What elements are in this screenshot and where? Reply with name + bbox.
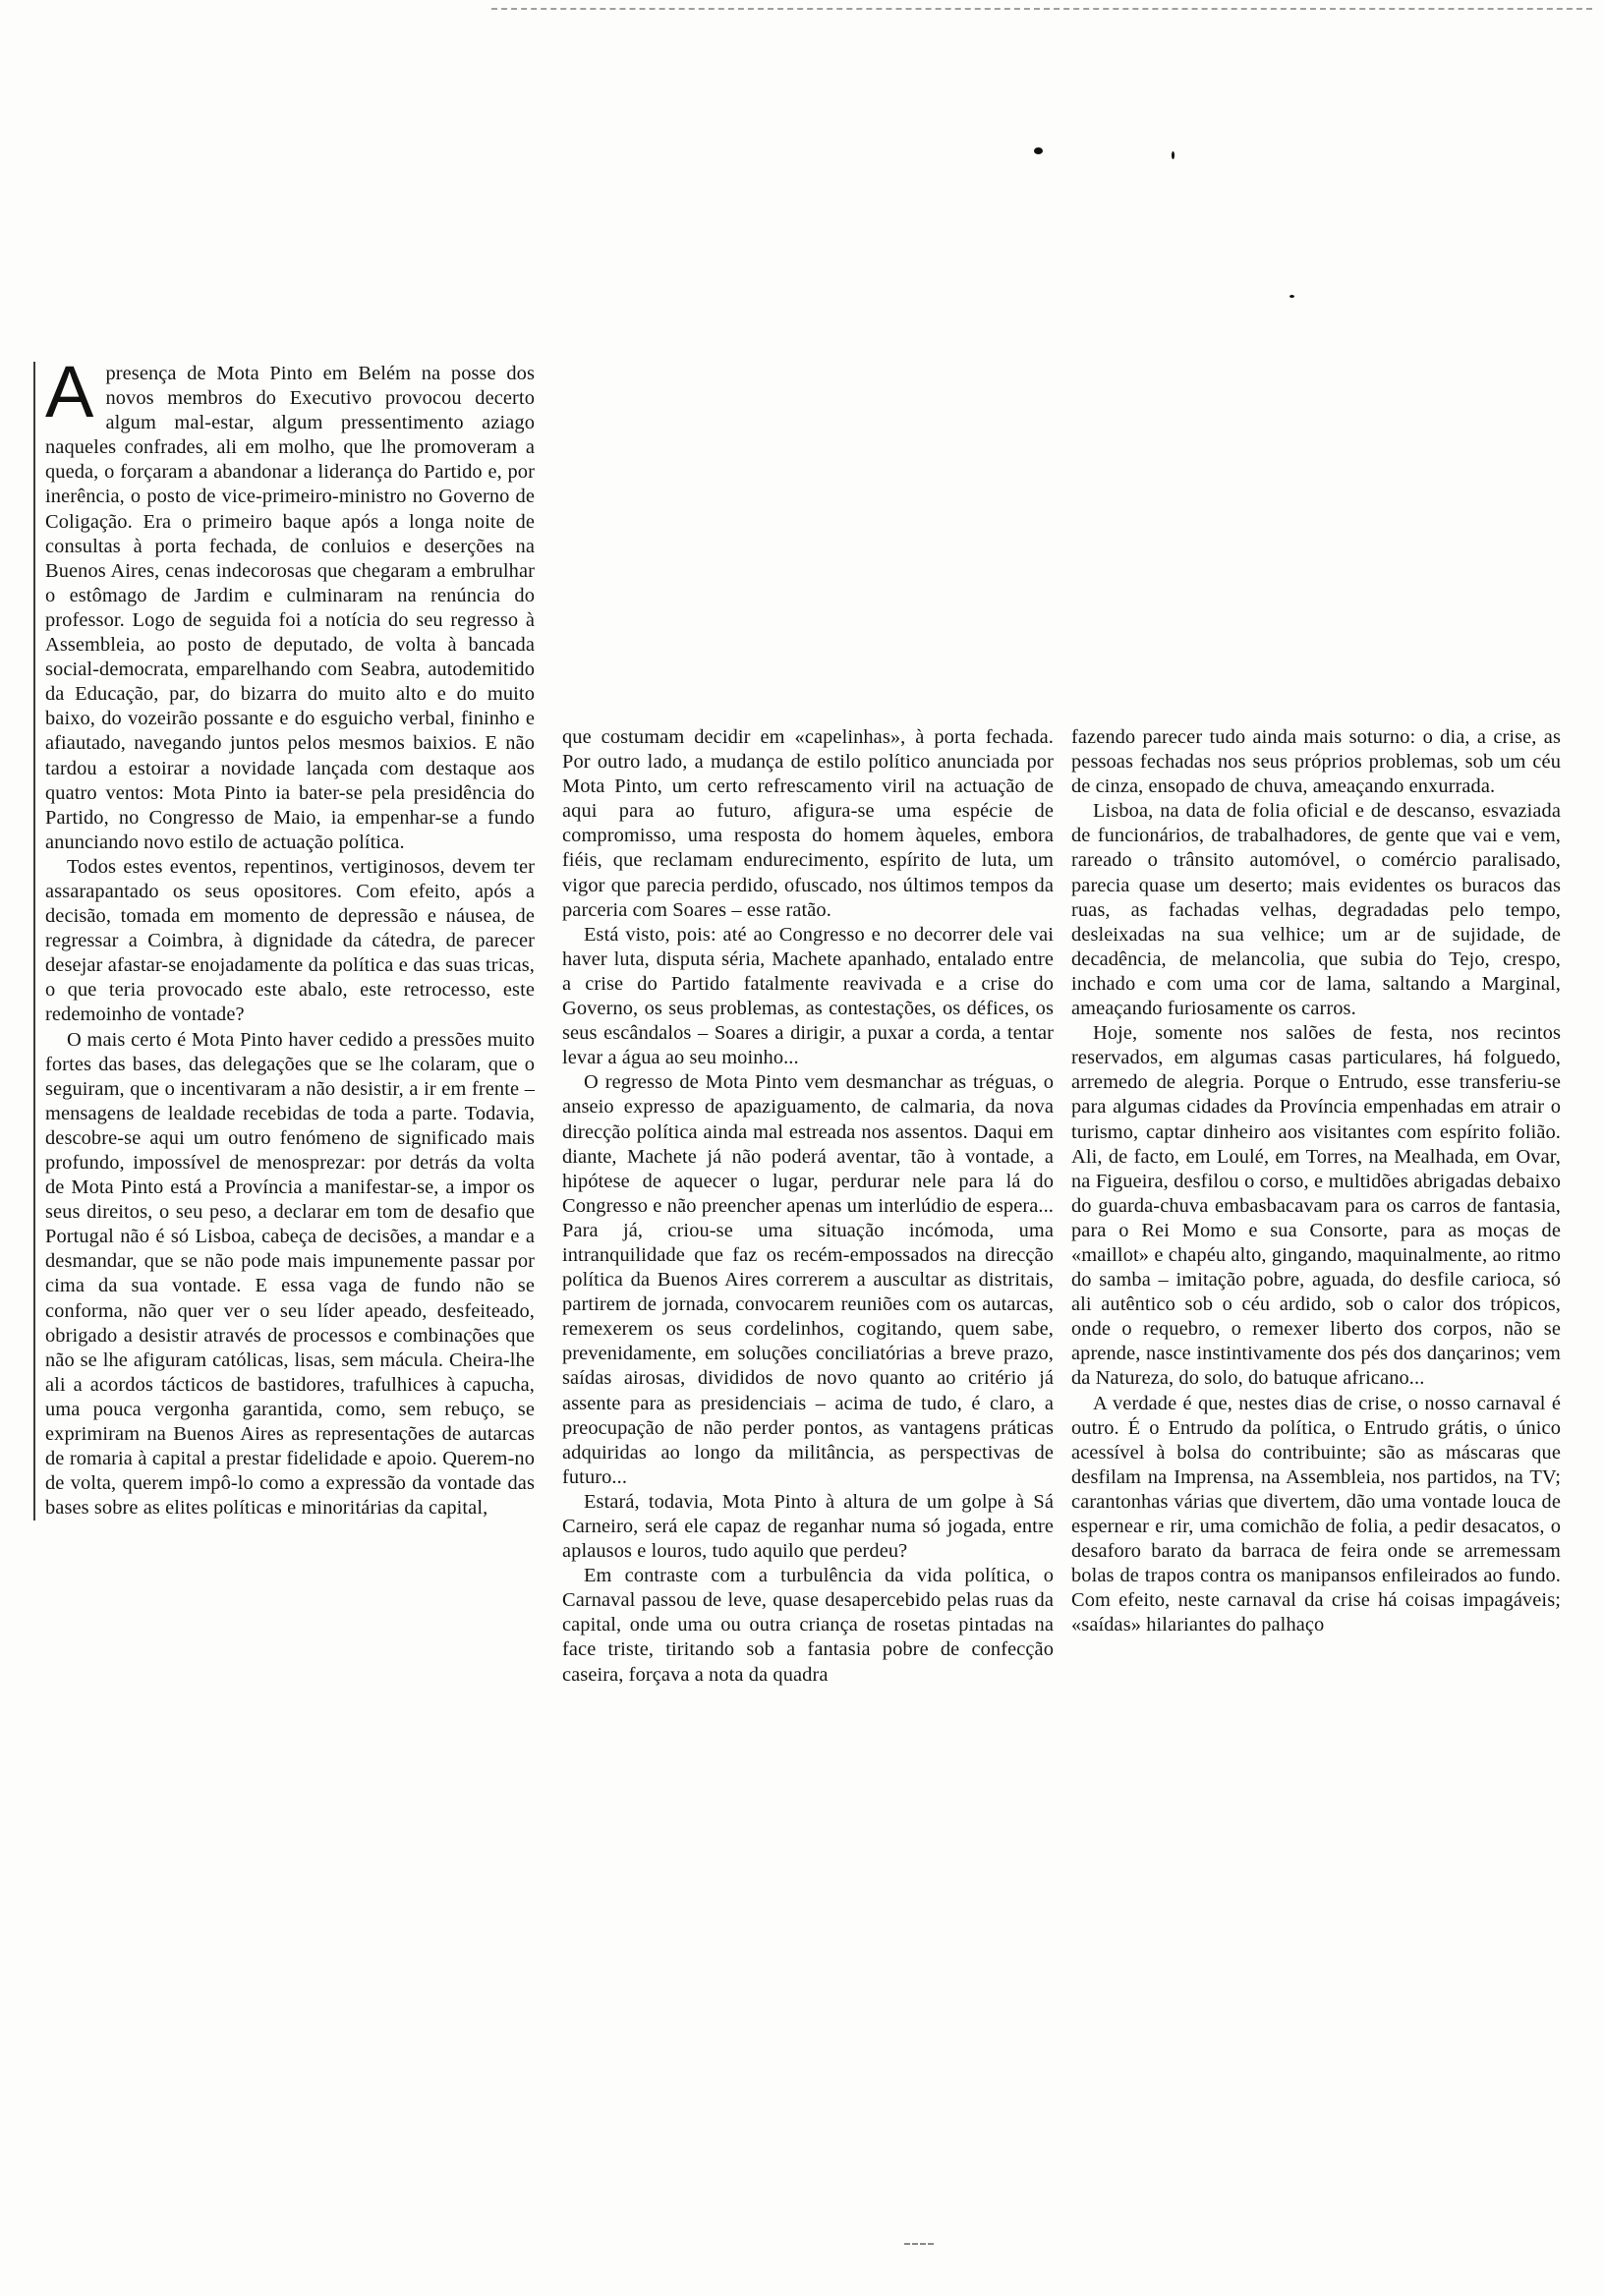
article-paragraph: Estará, todavia, Mota Pinto à altura de um golpe à Sá Carneiro, será ele capaz de reganhar numa só jogada, entre aplausos e louros, tudo aquilo que perdeu? <box>562 1490 1054 1563</box>
article-paragraph: Todos estes eventos, repentinos, vertiginosos, devem ter assarapantado os seus opositores. Com efeito, após a decisão, tomada em momento de depressão e náusea, de regressar a Coimbra, à dignidade da cátedra, de parecer desejar afastar-se enojadamente da política e das suas tricas, o que teria provocado este abalo, este retrocesso, este redemoinho de vontade? <box>45 855 535 1026</box>
article-column-2 <box>562 725 1054 1688</box>
scan-artifact-mark <box>904 2243 934 2245</box>
scan-speck <box>1289 295 1294 298</box>
article-column-1 <box>33 351 535 1521</box>
scan-artifact-line <box>491 8 1592 10</box>
article-paragraph <box>45 351 535 855</box>
article-paragraph: O mais certo é Mota Pinto haver cedido a pressões muito fortes das bases, das delegações que se lhe colaram, que o seguiram, que o incentivaram a não desistir, a ir em frente – mensagens de lealdade recebidas de toda a parte. Todavia, descobre-se aqui um outro fenómeno de significado mais profundo, impossível de menosprezar: por detrás da volta de Mota Pinto está a Província a manifestar-se, a impor os seus direitos, o seu peso, a declarar em tom de desafio que Portugal não é só Lisboa, cabeça de decisões, a mandar e a desmandar, que se não pode mais impunemente passar por cima da sua vontade. E essa vaga de fundo não se conforma, não quer ver o seu líder apeado, desfeiteado, obrigado a desistir através de processos e combinações que não se lhe afiguram católicas, lisas, sem mácula. Cheira-lhe ali a acordos tácticos de bastidores, trafulhices à capucha, uma pouca vergonha garantida, como, sem rebuço, se exprimiram na Buenos Aires as representações de autarcas de romaria à capital a prestar fidelidade e apoio. Querem-no de volta, querem impô-lo como a expressão da vontade das bases sobre as elites políticas e minoritárias da capital, <box>45 1028 535 1520</box>
paragraph-text: presença de Mota Pinto em Belém na posse dos novos membros do Executivo provocou decerto algum mal-estar, algum pressentimento aziago naqueles confrades, ali em molho, que lhe promoveram a queda, o forçaram a abandonar a liderança do Partido e, por inerência, o posto de vice-primeiro-ministro no Governo de Coligação. Era o primeiro baque após a longa noite de consultas à porta fechada, de conluios e deserções na Buenos Aires, cenas indecorosas que chegaram a embrulhar o estômago de Jardim e culminaram na renúncia do professor. Logo de seguida foi a notícia do seu regresso à Assembleia, ao posto de deputado, de volta à bancada social-democrata, emparelhando com Seabra, autodemitido da Educação, par, do bizarra do muito alto e do muito baixo, do vozeirão possante e do esguicho verbal, fininho e afiautado, navegando juntos pelos mesmos baixios. E não tardou a estoirar a novidade lançada com destaque aos quatro ventos: Mota Pinto ia bater-se pela presidência do Partido, no Congresso de Maio, ia empenhar-se a fundo anunciando novo estilo de actuação política. <box>45 363 535 853</box>
article-paragraph: que costumam decidir em «capelinhas», à porta fechada. Por outro lado, a mudança de estilo político anunciada por Mota Pinto, um certo refrescamento viril na actuação de aqui para ao futuro, afigura-se uma espécie de compromisso, uma resposta do homem àqueles, embora fiéis, que reclamam endurecimento, espírito de luta, um vigor que parecia perdido, ofuscado, nos últimos tempos da parceria com Soares – esse ratão. <box>562 726 1054 921</box>
scan-speck <box>1034 147 1043 154</box>
article-paragraph: O regresso de Mota Pinto vem desmanchar as tréguas, o anseio expresso de apaziguamento, de calmaria, da nova direcção política ainda mal estreada nos assentos. Daqui em diante, Machete já não poderá aventar, tão à vontade, a hipótese de aquecer o lugar, perdurar nele para lá do Congresso e não preencher apenas um interlúdio de espera... Para já, criou-se uma situação incómoda, uma intranquilidade que faz os recém-empossados na direcção política da Buenos Aires correrem a auscultar as distritais, partirem de jornada, convocarem reuniões com os autarcas, remexerem os seus cordelinhos, cogitando, quem sabe, prevenidamente, em soluções conciliatórias a breve prazo, saídas airosas, divididos de novo quanto ao critério já assente para as presidenciais – acima de tudo, é claro, a preocupação de não perder pontos, as vantagens práticas adquiridas ao longo da militância, as perspectivas de futuro... <box>562 1071 1054 1488</box>
article-paragraph: Está visto, pois: até ao Congresso e no decorrer dele vai haver luta, disputa séria, Machete apanhado, entalado entre a crise do Partido fatalmente reavivada e a crise do Governo, os seus problemas, as contestações, os défices, os seus escândalos – Soares a dirigir, a puxar a corda, a tentar levar a água ao seu moinho... <box>562 923 1054 1069</box>
drop-cap: A <box>45 351 94 432</box>
article-paragraph: Em contraste com a turbulência da vida política, o Carnaval passou de leve, quase desapercebido pelas ruas da capital, onde uma ou outra criança de rosetas pintadas na face triste, tiritando sob a fantasia pobre de confecção caseira, forçava a nota da quadra <box>562 1565 1054 1686</box>
article-paragraph: Hoje, somente nos salões de festa, nos recintos reservados, em algumas casas particulares, há folguedo, arremedo de alegria. Porque o Entrudo, esse transferiu-se para algumas cidades da Província empenhadas em atrair o turismo, captar dinheiro aos visitantes com espírito folião. Ali, de facto, em Loulé, em Torres, na Mealhada, em Ovar, na Figueira, desfilou o corso, e multidões abrigadas debaixo do guarda-chuva embasbacavam para os carros de fantasia, para o Rei Momo e sua Consorte, para as moças de «maillot» e chapéu alto, gingando, maquinalmente, ao ritmo do samba – imitação pobre, aguada, do desfile carioca, só ali autêntico sob o céu ardido, sob o calor dos trópicos, onde o requebro, o remexer liberto dos corpos, não se aprende, nasce instintivamente dos pés dos dançarinos; vem da Natureza, do solo, do batuque africano... <box>1071 1022 1561 1390</box>
article-paragraph: A verdade é que, nestes dias de crise, o nosso carnaval é outro. É o Entrudo da política, o Entrudo grátis, o único acessível à bolsa do contribuinte; são as máscaras que desfilam na Imprensa, na Assembleia, nos partidos, na TV; carantonhas várias que divertem, dão uma vontade louca de espernear e rir, uma comichão de folia, a pedir desacatos, o desaforo barato da barraca de feira onde se arremessam bolas de trapos contra os manipansos enfileirados ao fundo. Com efeito, neste carnaval da crise há coisas impagáveis; «saídas» hilariantes do palhaço <box>1071 1392 1561 1636</box>
article-column-3 <box>1071 725 1561 1637</box>
scan-speck <box>1172 151 1174 159</box>
article-paragraph: Lisboa, na data de folia oficial e de descanso, esvaziada de funcionários, de trabalhadores, de gente que vai e vem, rareado o trânsito automóvel, o comércio paralisado, parecia quase um deserto; mais evidentes os buracos das ruas, as fachadas velhas, degradadas pelo tempo, desleixadas na sua velhice; um ar de sujidade, de decadência, de melancolia, que subia do Tejo, crespo, inchado e com uma cor de lama, saltando a Marginal, ameaçando furiosamente os carros. <box>1071 800 1561 1020</box>
article-paragraph: fazendo parecer tudo ainda mais soturno: o dia, a crise, as pessoas fechadas nos seus próprios problemas, sob um céu de cinza, ensopado de chuva, ameaçando enxurrada. <box>1071 726 1561 798</box>
